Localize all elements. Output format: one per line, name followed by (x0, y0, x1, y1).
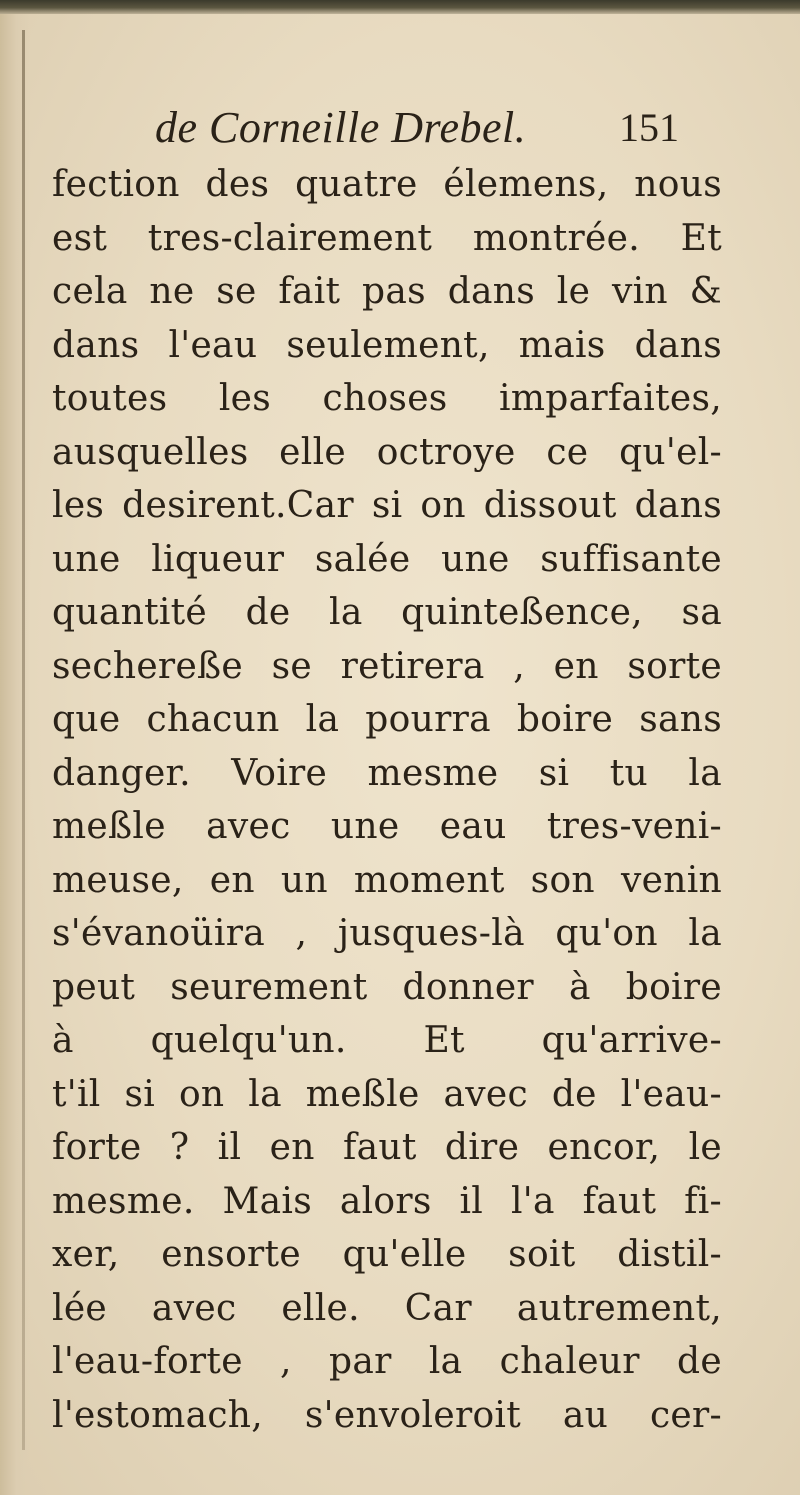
text-line: meßle avec une eau tres-veni- (52, 806, 722, 847)
text-line: s'évanoüira , jusques-là qu'on la (52, 913, 722, 954)
text-line: forte ? il en faut dire encor, le (52, 1127, 722, 1168)
text-line: quantité de la quinteßence, sa (52, 592, 722, 633)
text-line: danger. Voire mesme si tu la (52, 752, 722, 794)
text-block (52, 98, 722, 1442)
page-top-edge (0, 0, 800, 14)
text-line: cela ne se fait pas dans le vin & (52, 271, 722, 312)
text-line: ausquelles elle octroye ce qu'el- (52, 431, 722, 473)
running-title: de Corneille Drebel. (155, 103, 527, 152)
text-line: sechereße se retirera , en sorte (52, 645, 722, 687)
gutter-shadow-line (22, 30, 25, 1450)
text-line: l'estomach, s'envoleroit au cer- (52, 1394, 722, 1436)
text-line: xer, ensorte qu'elle soit distil- (52, 1234, 722, 1275)
body-text (52, 158, 722, 1442)
text-line: les desirent.Car si on dissout dans (52, 485, 722, 526)
text-line: meuse, en un moment son venin (52, 859, 722, 901)
text-line: t'il si on la meßle avec de l'eau- (52, 1073, 722, 1115)
page-gutter (0, 14, 30, 1495)
text-line: est tres-clairement montrée. Et (52, 217, 722, 259)
text-line: lée avec elle. Car autrement, (52, 1287, 722, 1329)
text-line: l'eau-forte , par la chaleur de (52, 1341, 722, 1382)
text-line: peut seurement donner à boire (52, 966, 722, 1008)
page-number: 151 (619, 105, 679, 150)
text-line: dans l'eau seulement, mais dans (52, 324, 722, 366)
text-line: à quelqu'un. Et qu'arrive- (52, 1020, 722, 1061)
text-line: que chacun la pourra boire sans (52, 699, 722, 740)
text-line: mesme. Mais alors il l'a faut fi- (52, 1180, 722, 1222)
text-line: fection des quatre élemens, nous (52, 164, 722, 205)
text-line: une liqueur salée une suffisante (52, 538, 722, 580)
running-header (52, 98, 722, 158)
text-line: toutes les choses imparfaites, (52, 378, 722, 419)
